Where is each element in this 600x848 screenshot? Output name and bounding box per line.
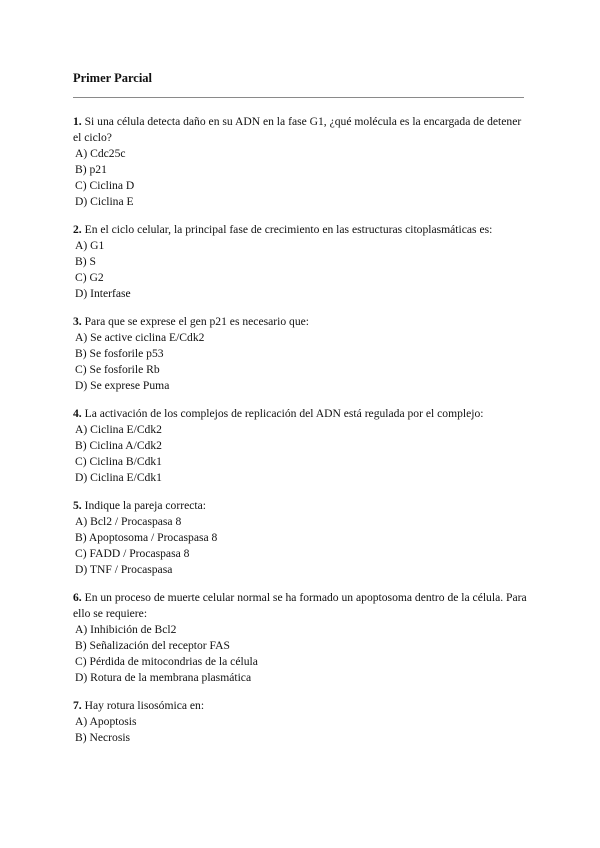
- answer-option: B) Se fosforile p53: [75, 347, 164, 360]
- question-stem: [73, 498, 528, 514]
- answer-option: D) Interfase: [75, 287, 131, 300]
- question-number: 3.: [73, 315, 82, 328]
- question-stem: [73, 406, 528, 422]
- document-header: [73, 68, 528, 88]
- answer-option: A) Inhibición de Bcl2: [75, 623, 177, 636]
- question-4: [73, 406, 528, 486]
- answer-option: C) G2: [75, 271, 104, 284]
- answer-option: B) Señalización del receptor FAS: [75, 639, 230, 652]
- question-text: En el ciclo celular, la principal fase de crecimiento en las estructuras citoplasmáticas es:: [84, 223, 493, 236]
- question-5: [73, 498, 528, 578]
- answer-option: B) p21: [75, 163, 107, 176]
- question-text: Indique la pareja correcta:: [84, 499, 206, 512]
- question-text: En un proceso de muerte celular normal se ha formado un apoptosoma dentro de la célula. Para ello se requiere:: [73, 591, 527, 620]
- answer-option: C) Pérdida de mitocondrias de la célula: [75, 655, 258, 668]
- question-stem: [73, 114, 528, 146]
- question-stem: [73, 314, 528, 330]
- question-text: Hay rotura lisosómica en:: [84, 699, 205, 712]
- question-6: [73, 590, 528, 686]
- question-text: Si una célula detecta daño en su ADN en la fase G1, ¿qué molécula es la encargada de detener el ciclo?: [73, 115, 522, 144]
- answer-option: A) Ciclina E/Cdk2: [75, 423, 162, 436]
- answer-option: C) Se fosforile Rb: [75, 363, 160, 376]
- question-7: [73, 698, 528, 746]
- question-1: [73, 114, 528, 210]
- question-list: [73, 114, 528, 758]
- answer-option: B) Apoptosoma / Procaspasa 8: [75, 531, 218, 544]
- answer-option: D) Ciclina E: [75, 195, 134, 208]
- question-number: 7.: [73, 699, 82, 712]
- question-text: La activación de los complejos de replicación del ADN está regulada por el complejo:: [84, 407, 484, 420]
- answer-option: D) Se exprese Puma: [75, 379, 170, 392]
- answer-option: B) Ciclina A/Cdk2: [75, 439, 162, 452]
- answer-option: D) Ciclina E/Cdk1: [75, 471, 162, 484]
- answer-option: C) FADD / Procaspasa 8: [75, 547, 190, 560]
- answer-option: A) G1: [75, 239, 105, 252]
- answer-option: B) S: [75, 255, 96, 268]
- answer-option: A) Bcl2 / Procaspasa 8: [75, 515, 182, 528]
- answer-option: C) Ciclina D: [75, 179, 135, 192]
- question-stem: [73, 222, 528, 238]
- question-number: 5.: [73, 499, 82, 512]
- question-text: Para que se exprese el gen p21 es necesario que:: [84, 315, 309, 328]
- question-number: 1.: [73, 115, 82, 128]
- page-title: Primer Parcial: [73, 71, 153, 85]
- answer-option: A) Apoptosis: [75, 715, 137, 728]
- question-stem: [73, 590, 528, 622]
- answer-option: C) Ciclina B/Cdk1: [75, 455, 162, 468]
- title-divider: [73, 97, 524, 98]
- question-2: [73, 222, 528, 302]
- question-stem: [73, 698, 528, 714]
- answer-option: A) Se active ciclina E/Cdk2: [75, 331, 205, 344]
- question-3: [73, 314, 528, 394]
- answer-option: B) Necrosis: [75, 731, 131, 744]
- question-number: 6.: [73, 591, 82, 604]
- answer-option: D) Rotura de la membrana plasmática: [75, 671, 252, 684]
- answer-option: A) Cdc25c: [75, 147, 126, 160]
- answer-option: D) TNF / Procaspasa: [75, 563, 173, 576]
- question-number: 4.: [73, 407, 82, 420]
- question-number: 2.: [73, 223, 82, 236]
